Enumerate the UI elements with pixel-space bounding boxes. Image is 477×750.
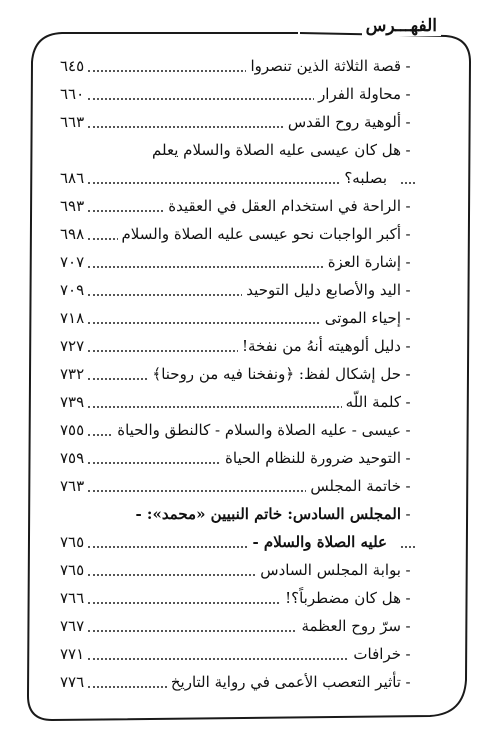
entry-page-number: ٦٤٥ — [60, 52, 88, 80]
entry-dash: - — [405, 253, 411, 271]
toc-entry — [60, 332, 415, 360]
entry-page-number: ٧٦٣ — [60, 472, 88, 500]
entry-page-number: ٧٦٦ — [60, 584, 88, 612]
entry-page-number: ٧٦٥ — [60, 556, 88, 584]
entry-page-number: ٧٧٦ — [60, 668, 88, 696]
toc-section-heading — [60, 500, 415, 528]
entry-title: هل كان مضطرباً؟! — [285, 589, 401, 607]
entry-title: تأثير التعصب الأعمى في رواية التاريخ — [170, 673, 401, 691]
entry-title: عليه الصلاة والسلام - — [252, 533, 387, 551]
entry-dash: - — [405, 617, 411, 635]
entry-page-number: ٦٦٠ — [60, 80, 88, 108]
entry-dash: - — [405, 225, 411, 243]
entry-dash: - — [405, 141, 411, 159]
entry-title: الراحة في استخدام العقل في العقيدة — [168, 197, 401, 215]
toc-entry — [60, 472, 415, 500]
toc-entry — [60, 304, 415, 332]
entry-page-number: ٧٣٢ — [60, 360, 88, 388]
entry-dash: - — [405, 365, 411, 383]
entry-title: بوابة المجلس السادس — [260, 561, 401, 579]
toc-entry — [60, 220, 415, 248]
entry-title: حل إشكال لفظ: ﴿ونفخنا فيه من روحنا﴾ — [152, 365, 401, 383]
entry-page-number: ٧٥٩ — [60, 444, 88, 472]
entry-dash: - — [405, 337, 411, 355]
entry-page-number: ٧٦٥ — [60, 528, 88, 556]
entry-page-number: ٦٦٣ — [60, 108, 88, 136]
entry-page-number: ٦٩٨ — [60, 220, 88, 248]
toc-entry — [60, 612, 415, 640]
entry-page-number: ٧٠٧ — [60, 248, 88, 276]
entry-page-number: ٦٨٦ — [60, 164, 88, 192]
toc-entry — [60, 192, 415, 220]
toc-entry — [60, 584, 415, 612]
entry-title: ألوهية روح القدس — [287, 113, 401, 131]
entry-title: أكبر الواجبات نحو عيسى عليه الصلاة والسلام — [121, 225, 401, 243]
entry-title: خاتمة المجلس — [310, 477, 401, 495]
entry-dash: - — [405, 85, 411, 103]
entry-title: إحياء الموتى — [324, 309, 401, 327]
entry-dash: - — [405, 673, 411, 691]
entry-page-number: ٧٠٩ — [60, 276, 88, 304]
entry-title: إشارة العزة — [327, 253, 401, 271]
entry-dash: - — [405, 589, 411, 607]
entry-dash: - — [405, 421, 411, 439]
toc-entry — [60, 556, 415, 584]
toc-entry-continuation — [60, 164, 415, 192]
toc-entry — [60, 668, 415, 696]
entry-title: اليد والأصابع دليل التوحيد — [246, 281, 401, 299]
entry-dash: - — [405, 309, 411, 327]
entry-title: قصة الثلاثة الذين تنصروا — [250, 57, 401, 75]
entry-dash: - — [405, 57, 411, 75]
toc-entry — [60, 416, 415, 444]
entry-title: عيسى - عليه الصلاة والسلام - كالنطق والحياة — [117, 421, 401, 439]
entry-title: بصلبه؟ — [344, 169, 387, 187]
entry-title: خرافات — [353, 645, 401, 663]
toc-entry — [60, 108, 415, 136]
entry-dash: - — [405, 505, 411, 523]
toc-entry — [60, 136, 415, 164]
entry-dash: - — [405, 645, 411, 663]
entry-title: سرّ روح العظمة — [301, 617, 401, 635]
toc-entry — [60, 388, 415, 416]
entry-dash: - — [405, 197, 411, 215]
entry-page-number: ٧٦٧ — [60, 612, 88, 640]
entry-page-number: ٦٩٣ — [60, 192, 88, 220]
entry-dash: - — [405, 281, 411, 299]
toc-entry — [60, 248, 415, 276]
entry-dash: - — [405, 561, 411, 579]
entry-title: دليل ألوهيته أنهُ من نفخة! — [241, 337, 401, 355]
entry-dash: - — [405, 477, 411, 495]
page-title: الفهـــرس — [362, 16, 441, 36]
table-of-contents — [60, 52, 415, 696]
toc-entry — [60, 80, 415, 108]
toc-entry — [60, 276, 415, 304]
entry-page-number: ٧٥٥ — [60, 416, 88, 444]
entry-page-number: ٧٣٩ — [60, 388, 88, 416]
entry-page-number: ٧٢٧ — [60, 332, 88, 360]
entry-dash: - — [405, 393, 411, 411]
entry-title: هل كان عيسى عليه الصلاة والسلام يعلم — [152, 141, 401, 159]
toc-entry — [60, 52, 415, 80]
toc-entry — [60, 640, 415, 668]
toc-section-heading-continuation — [60, 528, 415, 556]
entry-title: كلمة اللّه — [345, 393, 401, 411]
entry-dash: - — [405, 449, 411, 467]
entry-title: التوحيد ضرورة للنظام الحياة — [225, 449, 401, 467]
entry-dash: - — [405, 113, 411, 131]
entry-title: المجلس السادس: خاتم النبيين «محمد»: - — [135, 505, 401, 523]
entry-page-number: ٧٧١ — [60, 640, 88, 668]
entry-title: محاولة الفرار — [318, 85, 401, 103]
toc-entry — [60, 444, 415, 472]
toc-entry — [60, 360, 415, 388]
entry-page-number: ٧١٨ — [60, 304, 88, 332]
